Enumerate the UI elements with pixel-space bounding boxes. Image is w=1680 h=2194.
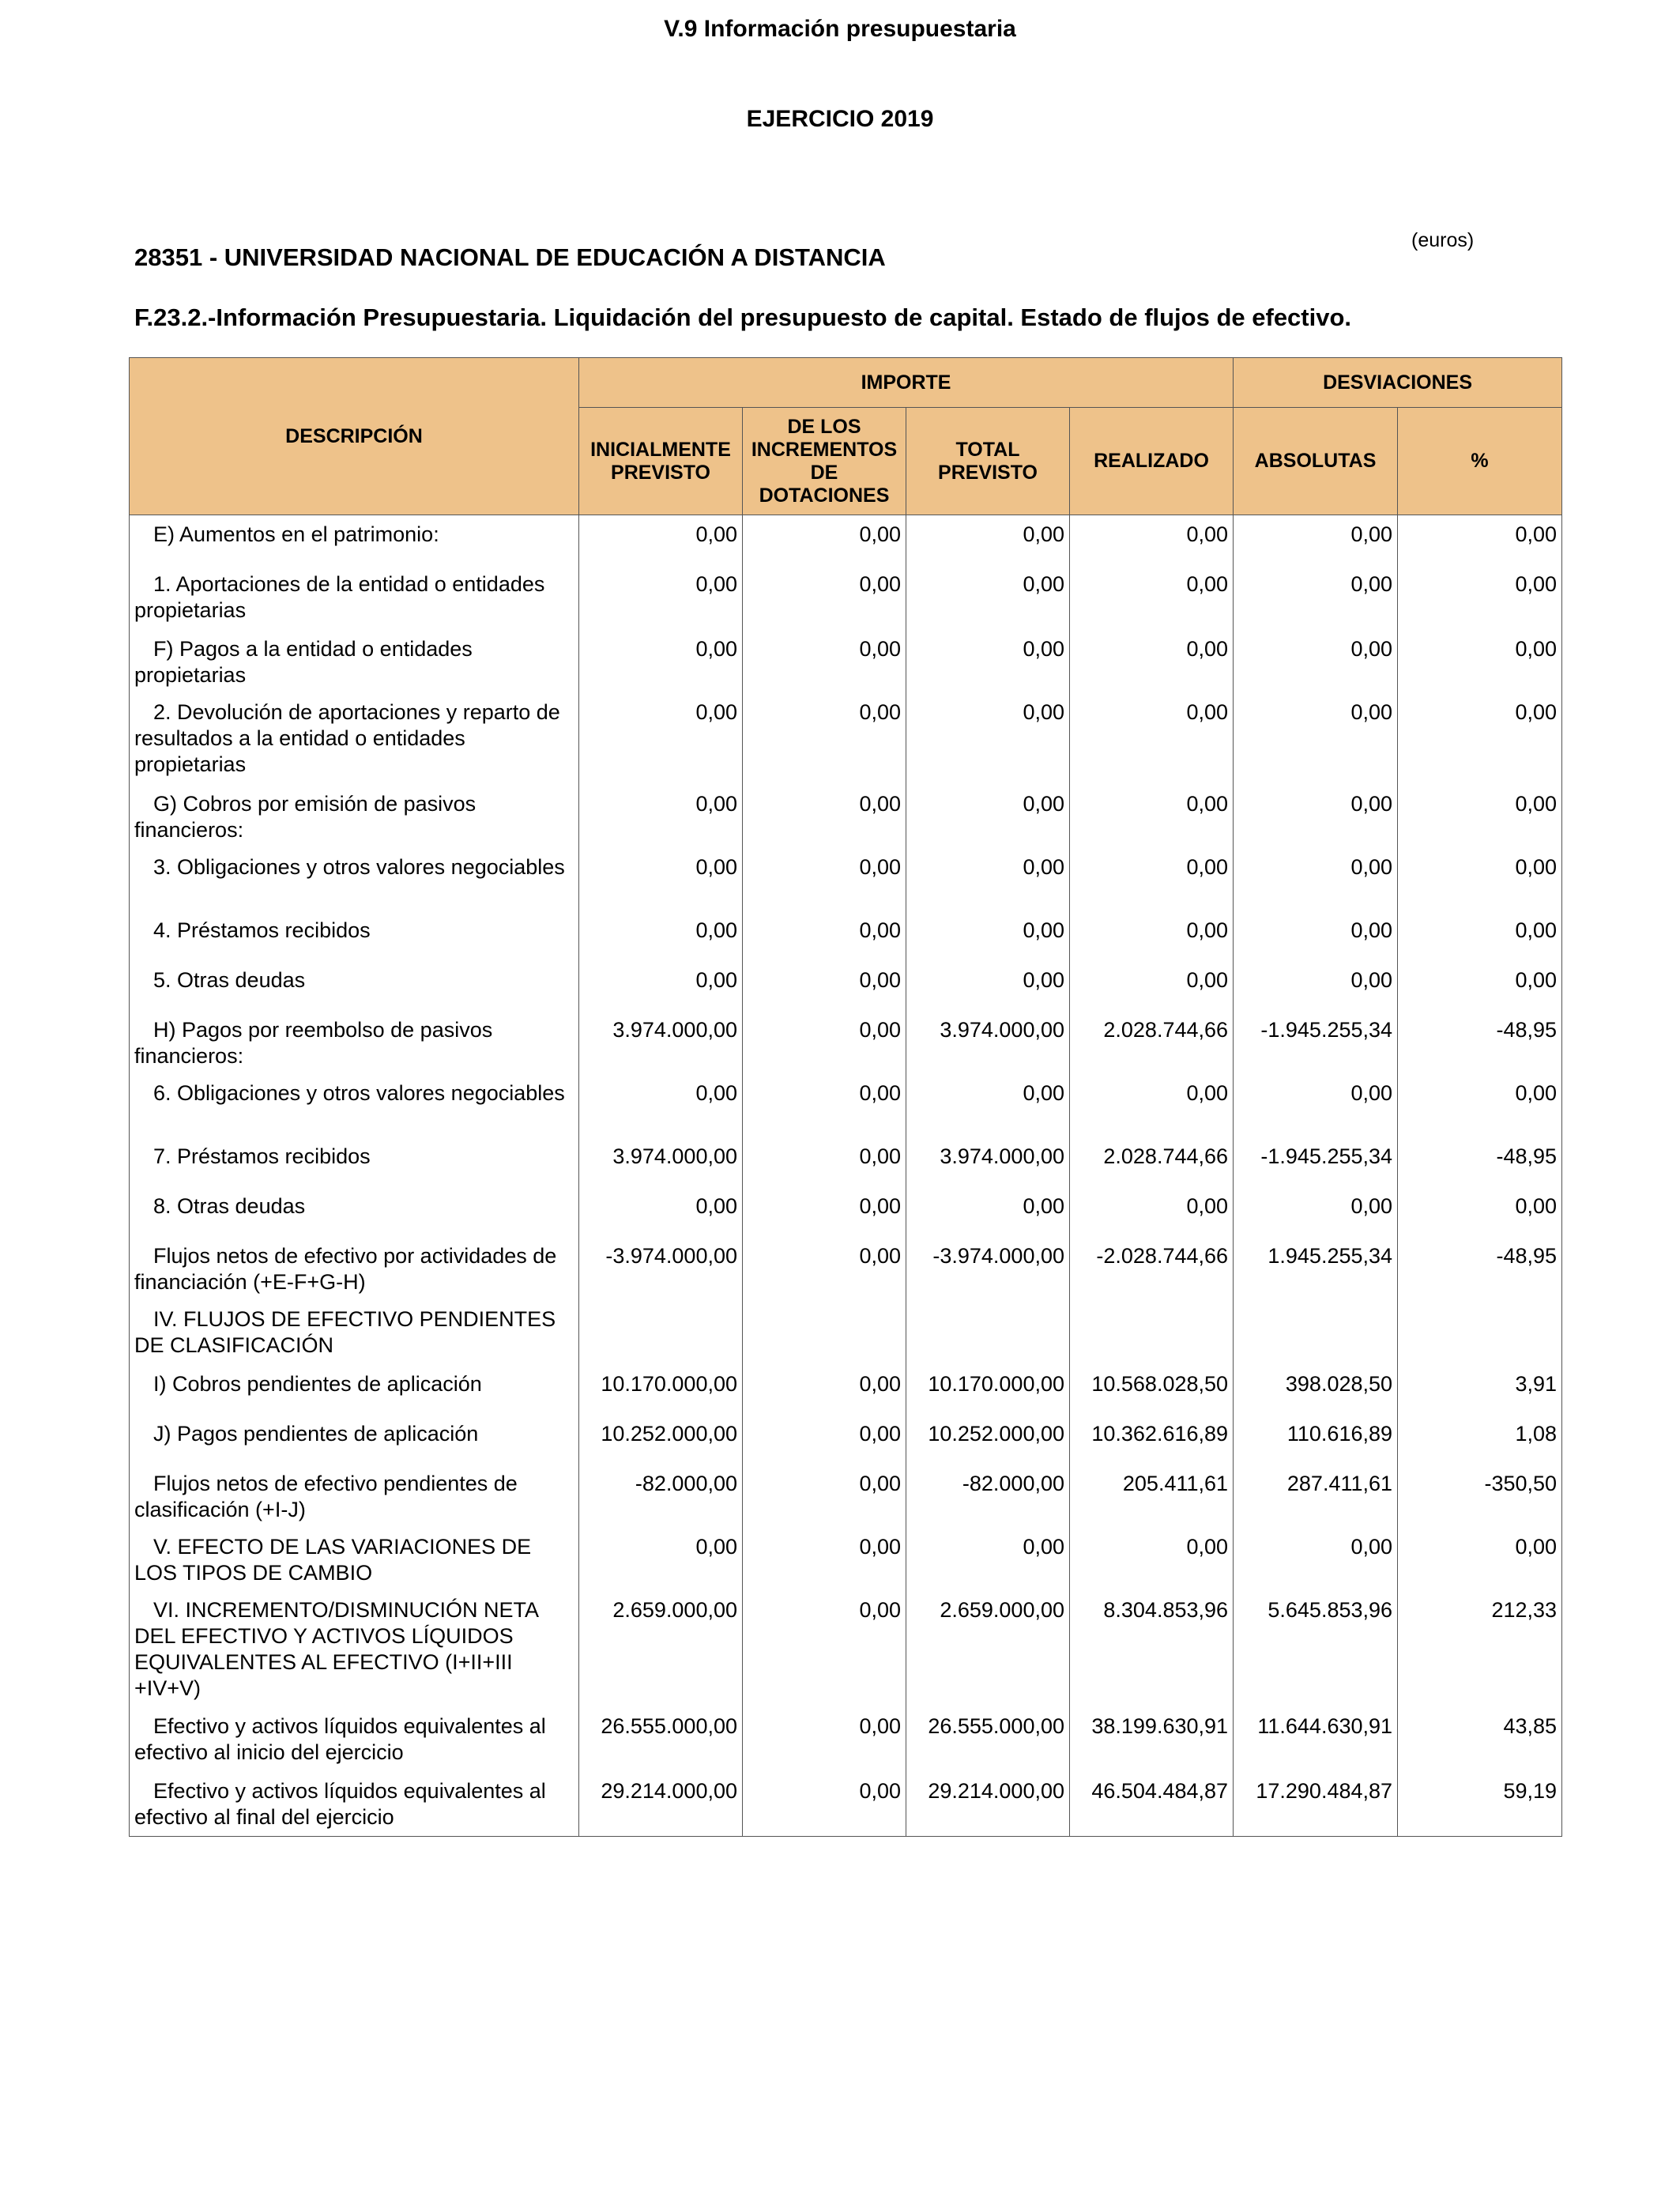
cell-total-previsto: 2.659.000,00 [906, 1591, 1070, 1707]
cell-total-previsto: 26.555.000,00 [906, 1707, 1070, 1772]
cell-absolutas: 0,00 [1234, 1074, 1398, 1137]
cell-total-previsto: -3.974.000,00 [906, 1237, 1070, 1300]
row-description-text: V. EFECTO DE LAS VARIACIONES DE LOS TIPOS DE CAMBIO [134, 1534, 532, 1585]
cell-total-previsto: 0,00 [906, 848, 1070, 911]
header-desviaciones: DESVIACIONES [1234, 358, 1562, 408]
cell-inicialmente-previsto: 10.252.000,00 [579, 1415, 743, 1465]
cell-inicialmente-previsto: 0,00 [579, 1074, 743, 1137]
cell-porcentaje: -48,95 [1398, 1237, 1562, 1300]
cell-inicialmente-previsto: 26.555.000,00 [579, 1707, 743, 1772]
cell-porcentaje: 1,08 [1398, 1415, 1562, 1465]
row-description [130, 1011, 579, 1074]
row-description [130, 1237, 579, 1300]
row-description-text: F) Pagos a la entidad o entidades propietarias [134, 636, 473, 687]
cell-incrementos: 0,00 [743, 1591, 906, 1707]
entity-title: 28351 - UNIVERSIDAD NACIONAL DE EDUCACIÓN A DISTANCIA [134, 243, 886, 271]
cell-inicialmente-previsto: 0,00 [579, 1528, 743, 1591]
cell-total-previsto: 3.974.000,00 [906, 1011, 1070, 1074]
cell-incrementos: 0,00 [743, 515, 906, 565]
cell-realizado: 0,00 [1070, 693, 1234, 785]
cell-realizado: 2.028.744,66 [1070, 1011, 1234, 1074]
section-title: V.9 Información presupuestaria [664, 16, 1016, 42]
cell-absolutas: 1.945.255,34 [1234, 1237, 1398, 1300]
header-incrementos: DE LOS INCREMENTOS DE DOTACIONES [743, 408, 906, 515]
cell-total-previsto: 0,00 [906, 515, 1070, 565]
row-description [130, 1591, 579, 1707]
table-row [130, 1011, 1562, 1074]
cell-incrementos: 0,00 [743, 911, 906, 961]
row-description [130, 1465, 579, 1528]
cell-realizado: 0,00 [1070, 848, 1234, 911]
cell-inicialmente-previsto: 0,00 [579, 565, 743, 630]
row-description [130, 565, 579, 630]
table-row [130, 1300, 1562, 1365]
cell-absolutas: -1.945.255,34 [1234, 1137, 1398, 1187]
cell-absolutas: 0,00 [1234, 515, 1398, 565]
row-description [130, 848, 579, 911]
table-row [130, 515, 1562, 565]
row-description [130, 1528, 579, 1591]
table-row [130, 848, 1562, 911]
cell-inicialmente-previsto: 10.170.000,00 [579, 1365, 743, 1415]
cell-porcentaje: 0,00 [1398, 1528, 1562, 1591]
cell-total-previsto: 0,00 [906, 565, 1070, 630]
row-description-text: J) Pagos pendientes de aplicación [153, 1421, 479, 1446]
row-description [130, 1137, 579, 1187]
cell-incrementos: 0,00 [743, 1074, 906, 1137]
cell-incrementos [743, 1300, 906, 1365]
cell-realizado: 0,00 [1070, 911, 1234, 961]
table-row [130, 1415, 1562, 1465]
cell-total-previsto: 0,00 [906, 911, 1070, 961]
row-description-text: H) Pagos por reembolso de pasivos financieros: [134, 1017, 493, 1068]
row-description-text: Flujos netos de efectivo pendientes de clasificación (+I-J) [134, 1471, 518, 1521]
cell-absolutas: 0,00 [1234, 1528, 1398, 1591]
row-description-text: IV. FLUJOS DE EFECTIVO PENDIENTES DE CLASIFICACIÓN [134, 1306, 556, 1357]
cell-inicialmente-previsto: -82.000,00 [579, 1465, 743, 1528]
table-row [130, 1187, 1562, 1237]
cell-porcentaje: 3,91 [1398, 1365, 1562, 1415]
cell-realizado: 205.411,61 [1070, 1465, 1234, 1528]
row-description [130, 1074, 579, 1137]
cell-absolutas: 0,00 [1234, 1187, 1398, 1237]
cell-porcentaje: -48,95 [1398, 1137, 1562, 1187]
cell-inicialmente-previsto: 0,00 [579, 848, 743, 911]
cell-incrementos: 0,00 [743, 630, 906, 693]
cell-absolutas: 0,00 [1234, 565, 1398, 630]
cell-incrementos: 0,00 [743, 693, 906, 785]
row-description-text: VI. INCREMENTO/DISMINUCIÓN NETA DEL EFECTIVO Y ACTIVOS LÍQUIDOS EQUIVALENTES AL EFECTIVO (I+II+III +IV+V) [134, 1597, 538, 1700]
cell-incrementos: 0,00 [743, 961, 906, 1011]
cell-realizado: 10.568.028,50 [1070, 1365, 1234, 1415]
cell-absolutas: 398.028,50 [1234, 1365, 1398, 1415]
cell-absolutas: 5.645.853,96 [1234, 1591, 1398, 1707]
row-description-text: 3. Obligaciones y otros valores negociables [153, 854, 565, 879]
header-description: DESCRIPCIÓN [130, 358, 579, 515]
cell-absolutas: 0,00 [1234, 961, 1398, 1011]
cell-porcentaje: 0,00 [1398, 565, 1562, 630]
table-row [130, 1074, 1562, 1137]
cell-realizado: 0,00 [1070, 515, 1234, 565]
cell-inicialmente-previsto: 2.659.000,00 [579, 1591, 743, 1707]
cell-realizado: 38.199.630,91 [1070, 1707, 1234, 1772]
row-description [130, 630, 579, 693]
cell-absolutas: 11.644.630,91 [1234, 1707, 1398, 1772]
cell-realizado: 0,00 [1070, 565, 1234, 630]
row-description [130, 1707, 579, 1772]
header-porcentaje: % [1398, 408, 1562, 515]
cell-porcentaje: -350,50 [1398, 1465, 1562, 1528]
cell-inicialmente-previsto: 0,00 [579, 1187, 743, 1237]
cell-incrementos: 0,00 [743, 1137, 906, 1187]
cell-realizado: 0,00 [1070, 1074, 1234, 1137]
cell-incrementos: 0,00 [743, 1365, 906, 1415]
cell-absolutas [1234, 1300, 1398, 1365]
cell-total-previsto: 0,00 [906, 1187, 1070, 1237]
cell-incrementos: 0,00 [743, 1187, 906, 1237]
report-title: F.23.2.-Información Presupuestaria. Liquidación del presupuesto de capital. Estado de flujos de efectivo. [134, 303, 1352, 331]
cell-absolutas: 287.411,61 [1234, 1465, 1398, 1528]
cell-inicialmente-previsto: 29.214.000,00 [579, 1772, 743, 1837]
cell-porcentaje: 0,00 [1398, 1074, 1562, 1137]
cell-total-previsto: 0,00 [906, 1074, 1070, 1137]
cell-porcentaje: 0,00 [1398, 515, 1562, 565]
cell-realizado [1070, 1300, 1234, 1365]
table-row [130, 1591, 1562, 1707]
row-description [130, 1300, 579, 1365]
cell-porcentaje: -48,95 [1398, 1011, 1562, 1074]
cell-realizado: 0,00 [1070, 1528, 1234, 1591]
cell-incrementos: 0,00 [743, 1772, 906, 1837]
cell-incrementos: 0,00 [743, 785, 906, 848]
row-description [130, 785, 579, 848]
row-description-text: Flujos netos de efectivo por actividades de financiación (+E-F+G-H) [134, 1243, 557, 1294]
cell-incrementos: 0,00 [743, 565, 906, 630]
cell-incrementos: 0,00 [743, 1415, 906, 1465]
table-row [130, 911, 1562, 961]
row-description-text: 1. Aportaciones de la entidad o entidades propietarias [134, 571, 545, 622]
row-description [130, 961, 579, 1011]
table-row [130, 961, 1562, 1011]
cell-absolutas: 0,00 [1234, 693, 1398, 785]
cell-total-previsto: 29.214.000,00 [906, 1772, 1070, 1837]
table-row [130, 1772, 1562, 1837]
table-row [130, 1707, 1562, 1772]
row-description-text: Efectivo y activos líquidos equivalentes al efectivo al final del ejercicio [134, 1778, 546, 1829]
cell-porcentaje: 0,00 [1398, 911, 1562, 961]
cell-inicialmente-previsto: -3.974.000,00 [579, 1237, 743, 1300]
cell-realizado: -2.028.744,66 [1070, 1237, 1234, 1300]
cell-incrementos: 0,00 [743, 1707, 906, 1772]
cell-incrementos: 0,00 [743, 848, 906, 911]
row-description-text: 4. Préstamos recibidos [153, 918, 371, 942]
table-row [130, 785, 1562, 848]
cell-total-previsto: 0,00 [906, 630, 1070, 693]
row-description-text: 2. Devolución de aportaciones y reparto de resultados a la entidad o entidades propietarias [134, 699, 560, 776]
currency-note: (euros) [1411, 229, 1475, 251]
cell-realizado: 8.304.853,96 [1070, 1591, 1234, 1707]
row-description-text: I) Cobros pendientes de aplicación [153, 1371, 482, 1396]
row-description-text: 6. Obligaciones y otros valores negociables [153, 1080, 565, 1105]
header-realizado: REALIZADO [1070, 408, 1234, 515]
cell-inicialmente-previsto: 0,00 [579, 785, 743, 848]
cell-total-previsto: 0,00 [906, 693, 1070, 785]
cell-inicialmente-previsto [579, 1300, 743, 1365]
cell-total-previsto: 3.974.000,00 [906, 1137, 1070, 1187]
cell-incrementos: 0,00 [743, 1465, 906, 1528]
cell-porcentaje: 0,00 [1398, 961, 1562, 1011]
cell-inicialmente-previsto: 0,00 [579, 515, 743, 565]
table-row [130, 1137, 1562, 1187]
row-description-text: 8. Otras deudas [153, 1193, 306, 1218]
table-row [130, 693, 1562, 785]
cell-total-previsto: -82.000,00 [906, 1465, 1070, 1528]
cell-realizado: 10.362.616,89 [1070, 1415, 1234, 1465]
table-row [130, 1528, 1562, 1591]
cell-porcentaje: 43,85 [1398, 1707, 1562, 1772]
cell-porcentaje: 0,00 [1398, 785, 1562, 848]
cell-realizado: 0,00 [1070, 1187, 1234, 1237]
cell-absolutas: 110.616,89 [1234, 1415, 1398, 1465]
cell-porcentaje [1398, 1300, 1562, 1365]
row-description [130, 1415, 579, 1465]
cell-total-previsto: 0,00 [906, 785, 1070, 848]
cell-inicialmente-previsto: 0,00 [579, 961, 743, 1011]
cell-porcentaje: 0,00 [1398, 630, 1562, 693]
row-description-text: 7. Préstamos recibidos [153, 1144, 371, 1168]
cell-incrementos: 0,00 [743, 1528, 906, 1591]
cell-absolutas: 17.290.484,87 [1234, 1772, 1398, 1837]
row-description [130, 515, 579, 565]
cell-inicialmente-previsto: 3.974.000,00 [579, 1011, 743, 1074]
cell-absolutas: -1.945.255,34 [1234, 1011, 1398, 1074]
header-inicialmente-previsto: INICIALMENTE PREVISTO [579, 408, 743, 515]
cell-absolutas: 0,00 [1234, 848, 1398, 911]
table-row [130, 1465, 1562, 1528]
row-description [130, 1365, 579, 1415]
table-body [130, 515, 1562, 1837]
table-row [130, 565, 1562, 630]
header-total-previsto: TOTAL PREVISTO [906, 408, 1070, 515]
row-description-text: G) Cobros por emisión de pasivos financieros: [134, 791, 477, 842]
row-description-text: E) Aumentos en el patrimonio: [153, 522, 439, 546]
cell-porcentaje: 0,00 [1398, 1187, 1562, 1237]
cell-porcentaje: 59,19 [1398, 1772, 1562, 1837]
cell-incrementos: 0,00 [743, 1011, 906, 1074]
row-description-text: Efectivo y activos líquidos equivalentes al efectivo al inicio del ejercicio [134, 1713, 546, 1764]
cell-total-previsto: 10.252.000,00 [906, 1415, 1070, 1465]
table-row [130, 1365, 1562, 1415]
header-absolutas: ABSOLUTAS [1234, 408, 1398, 515]
cell-inicialmente-previsto: 0,00 [579, 630, 743, 693]
cell-total-previsto: 0,00 [906, 961, 1070, 1011]
cell-realizado: 0,00 [1070, 785, 1234, 848]
cell-porcentaje: 0,00 [1398, 693, 1562, 785]
cell-absolutas: 0,00 [1234, 785, 1398, 848]
cell-realizado: 2.028.744,66 [1070, 1137, 1234, 1187]
row-description [130, 693, 579, 785]
cell-total-previsto: 10.170.000,00 [906, 1365, 1070, 1415]
table-row [130, 1237, 1562, 1300]
cell-absolutas: 0,00 [1234, 911, 1398, 961]
cell-realizado: 0,00 [1070, 961, 1234, 1011]
cell-inicialmente-previsto: 0,00 [579, 911, 743, 961]
exercise-title: EJERCICIO 2019 [746, 106, 934, 132]
row-description-text: 5. Otras deudas [153, 967, 306, 992]
cell-porcentaje: 212,33 [1398, 1591, 1562, 1707]
cell-inicialmente-previsto: 3.974.000,00 [579, 1137, 743, 1187]
table-row [130, 630, 1562, 693]
header-importe: IMPORTE [579, 358, 1234, 408]
cell-incrementos: 0,00 [743, 1237, 906, 1300]
row-description [130, 1187, 579, 1237]
cell-inicialmente-previsto: 0,00 [579, 693, 743, 785]
row-description [130, 1772, 579, 1837]
cell-realizado: 0,00 [1070, 630, 1234, 693]
cell-porcentaje: 0,00 [1398, 848, 1562, 911]
cell-total-previsto: 0,00 [906, 1528, 1070, 1591]
cell-absolutas: 0,00 [1234, 630, 1398, 693]
cell-total-previsto [906, 1300, 1070, 1365]
cell-realizado: 46.504.484,87 [1070, 1772, 1234, 1837]
row-description [130, 911, 579, 961]
cash-flow-table [129, 357, 1562, 1837]
